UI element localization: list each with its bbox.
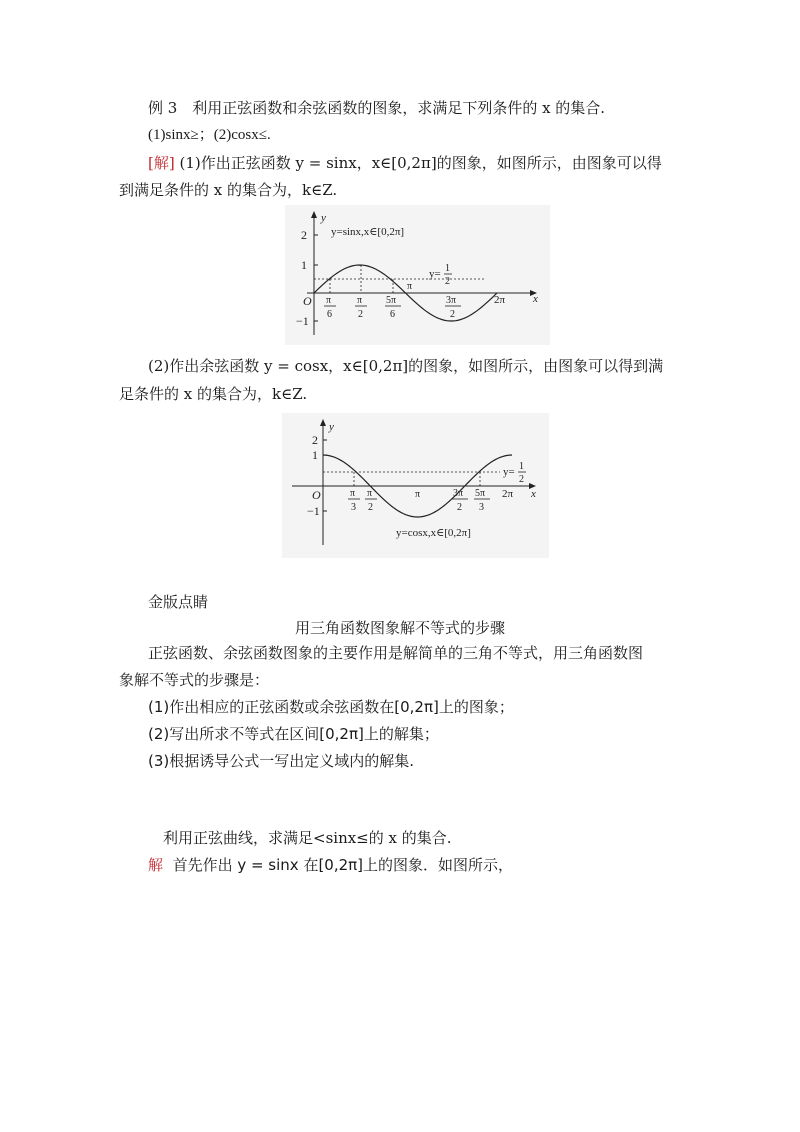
exercise-question: 利用正弦曲线，求满足<sinx≤的 x 的集合. (163, 829, 452, 847)
example-heading: 例 3 利用正弦函数和余弦函数的图象，求满足下列条件的 x 的集合. (148, 99, 606, 117)
tips-title: 金版点睛 (148, 593, 209, 611)
function-label: y=cosx,x∈[0,2π] (396, 527, 471, 539)
solution-part1-text: (1)作出正弦函数 y = sinx，x∈[0,2π]的图象，如图所示，由图象可以得 (179, 154, 662, 172)
half-line-den: 2 (519, 474, 524, 485)
y-tick-label-neg1: −1 (296, 314, 309, 328)
solution-tag: [解] (148, 154, 175, 172)
x-axis-label: x (531, 488, 536, 500)
tips-step-2: (2)写出所求不等式在区间[0,2π]上的解集； (148, 725, 439, 743)
y-axis-arrow-icon (311, 211, 317, 218)
tick-5pi-3 (474, 488, 490, 513)
y-tick-label-1: 1 (312, 448, 318, 462)
solution-part2-line1: (2)作出余弦函数 y = cosx，x∈[0,2π]的图象，如图所示，由图象可以得到满 (148, 357, 664, 375)
tips-subtitle: 用三角函数图象解不等式的步骤 (294, 619, 505, 637)
solution-part2-line2: 足条件的 x 的集合为，k∈Z. (119, 385, 308, 403)
svg-text:5π: 5π (475, 488, 486, 499)
y-tick-label-2: 2 (312, 433, 318, 447)
svg-text:3π: 3π (453, 488, 464, 499)
y-axis-label: y (321, 212, 326, 224)
tips-step-1: (1)作出相应的正弦函数或余弦函数在[0,2π]上的图象； (148, 698, 514, 716)
half-line-num: 1 (519, 461, 524, 472)
tick-3pi-2 (452, 488, 468, 513)
origin-label: O (312, 488, 321, 502)
svg-text:π: π (326, 295, 332, 306)
pi-label: π (415, 489, 421, 500)
tick-pi-6 (324, 295, 336, 320)
tips-intro-line1: 正弦函数、余弦函数图象的主要作用是解简单的三角不等式，用三角函数图 (148, 644, 644, 662)
half-line-num: 1 (445, 263, 450, 274)
solution-part1-line1 (148, 153, 662, 173)
svg-text:6: 6 (327, 309, 332, 320)
example-conditions: (1)sinx≥；(2)cosx≤. (148, 127, 271, 143)
tick-pi-3 (348, 488, 360, 513)
svg-text:3: 3 (479, 502, 484, 513)
svg-text:π: π (367, 488, 373, 499)
half-line-prefix: y= (503, 466, 515, 478)
svg-text:6: 6 (390, 309, 395, 320)
tick-3pi-2 (445, 295, 461, 320)
svg-text:π: π (357, 295, 363, 306)
half-line-prefix: y= (429, 268, 441, 280)
y-tick-label-2: 2 (301, 228, 307, 242)
function-label: y=sinx,x∈[0,2π] (331, 226, 405, 238)
pi-label: π (407, 281, 413, 292)
two-pi-label: 2π (502, 488, 514, 500)
y-axis-label: y (329, 421, 334, 433)
y-tick-label-1: 1 (301, 258, 307, 272)
half-line-den: 2 (445, 276, 450, 287)
two-pi-label: 2π (494, 294, 506, 306)
tick-pi-2 (355, 295, 367, 320)
tick-5pi-6 (385, 295, 401, 320)
svg-text:3: 3 (351, 502, 356, 513)
y-axis-arrow-icon (320, 419, 326, 426)
x-axis-label: x (533, 293, 538, 305)
tips-intro-line2: 象解不等式的步骤是： (119, 671, 270, 689)
svg-text:2: 2 (368, 502, 373, 513)
svg-text:2: 2 (457, 502, 462, 513)
exercise-answer (148, 855, 513, 875)
sine-graph-figure (285, 205, 550, 345)
cosine-graph-figure (282, 413, 549, 558)
svg-text:5π: 5π (386, 295, 397, 306)
answer-text: 首先作出 y = sinx 在[0,2π]上的图象．如图所示， (172, 856, 514, 874)
answer-tag: 解 (148, 856, 164, 874)
tips-step-3: (3)根据诱导公式一写出定义域内的解集. (148, 752, 415, 770)
y-tick-label-neg1: −1 (307, 504, 320, 518)
origin-label: O (303, 294, 312, 308)
svg-text:2: 2 (358, 309, 363, 320)
svg-text:π: π (350, 488, 356, 499)
solution-part1-line2: 到满足条件的 x 的集合为，k∈Z. (119, 181, 338, 199)
svg-text:3π: 3π (446, 295, 457, 306)
svg-text:2: 2 (450, 309, 455, 320)
